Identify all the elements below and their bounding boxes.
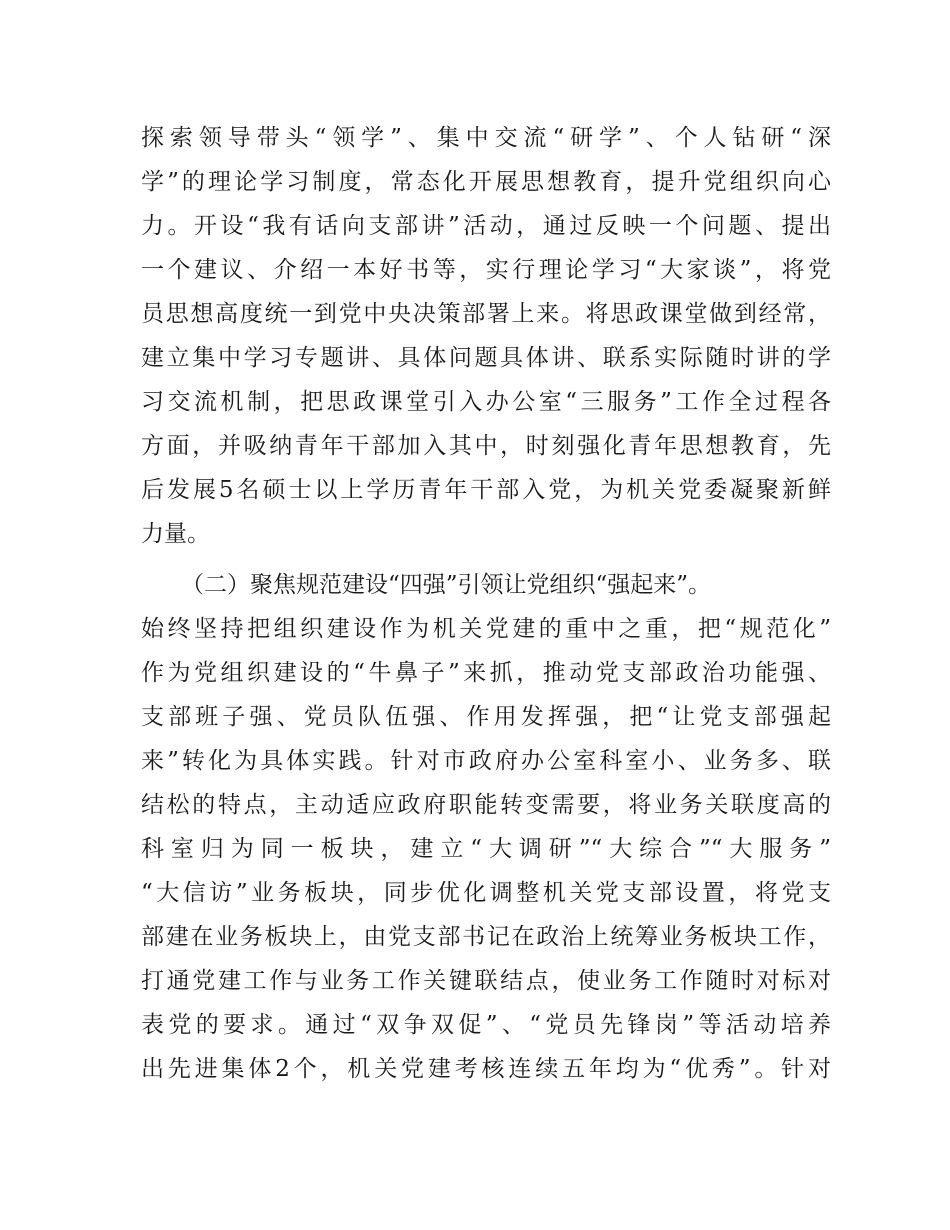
body-text-line: 习交流机制，把思政课堂引入办公室“三服务”工作全过程各 bbox=[141, 389, 831, 415]
body-text-line: 表党的要求。通过“双争双促”、“党员先锋岗”等活动培养 bbox=[141, 1012, 831, 1038]
body-text-line: 方面，并吸纳青年干部加入其中，时刻强化青年思想教育，先 bbox=[141, 433, 831, 459]
body-text-line: 员思想高度统一到党中央决策部署上来。将思政课堂做到经常， bbox=[141, 301, 831, 327]
body-text-line: 来”转化为具体实践。针对市政府办公室科室小、业务多、联 bbox=[141, 748, 831, 774]
body-text-line: 部建在业务板块上，由党支部书记在政治上统筹业务板块工作， bbox=[141, 924, 831, 950]
body-text-line: 支部班子强、党员队伍强、作用发挥强，把“让党支部强起 bbox=[141, 704, 831, 730]
body-text-line: 建立集中学习专题讲、具体问题具体讲、联系实际随时讲的学 bbox=[141, 345, 831, 371]
body-text-line: 作为党组织建设的“牛鼻子”来抓，推动党支部政治功能强、 bbox=[141, 660, 831, 686]
body-text-line: 始终坚持把组织建设作为机关党建的重中之重，把“规范化” bbox=[141, 616, 831, 642]
body-text-line: 出先进集体2个，机关党建考核连续五年均为“优秀”。针对 bbox=[141, 1056, 831, 1082]
body-text-line: “大信访”业务板块，同步优化调整机关党支部设置，将党支 bbox=[141, 880, 831, 906]
body-text-line: 科室归为同一板块，建立“大调研”“大综合”“大服务” bbox=[141, 836, 831, 862]
body-text-line: 一个建议、介绍一本好书等，实行理论学习“大家谈”，将党 bbox=[141, 257, 831, 283]
body-text-line: 力。开设“我有话向支部讲”活动，通过反映一个问题、提出 bbox=[141, 213, 831, 239]
body-text-line: 结松的特点，主动适应政府职能转变需要，将业务关联度高的 bbox=[141, 792, 831, 818]
body-text-line: 打通党建工作与业务工作关键联结点，使业务工作随时对标对 bbox=[141, 968, 831, 994]
body-text-line: 后发展5名硕士以上学历青年干部入党，为机关党委凝聚新鲜 bbox=[141, 477, 831, 503]
body-text-line: 力量。 bbox=[141, 521, 210, 547]
body-text-line: 探索领导带头“领学”、集中交流“研学”、个人钻研“深 bbox=[141, 125, 831, 151]
section-heading: （二）聚焦规范建设“四强”引领让党组织“强起来”。 bbox=[181, 572, 712, 598]
body-text-line: 学”的理论学习制度，常态化开展思想教育，提升党组织向心 bbox=[141, 169, 831, 195]
